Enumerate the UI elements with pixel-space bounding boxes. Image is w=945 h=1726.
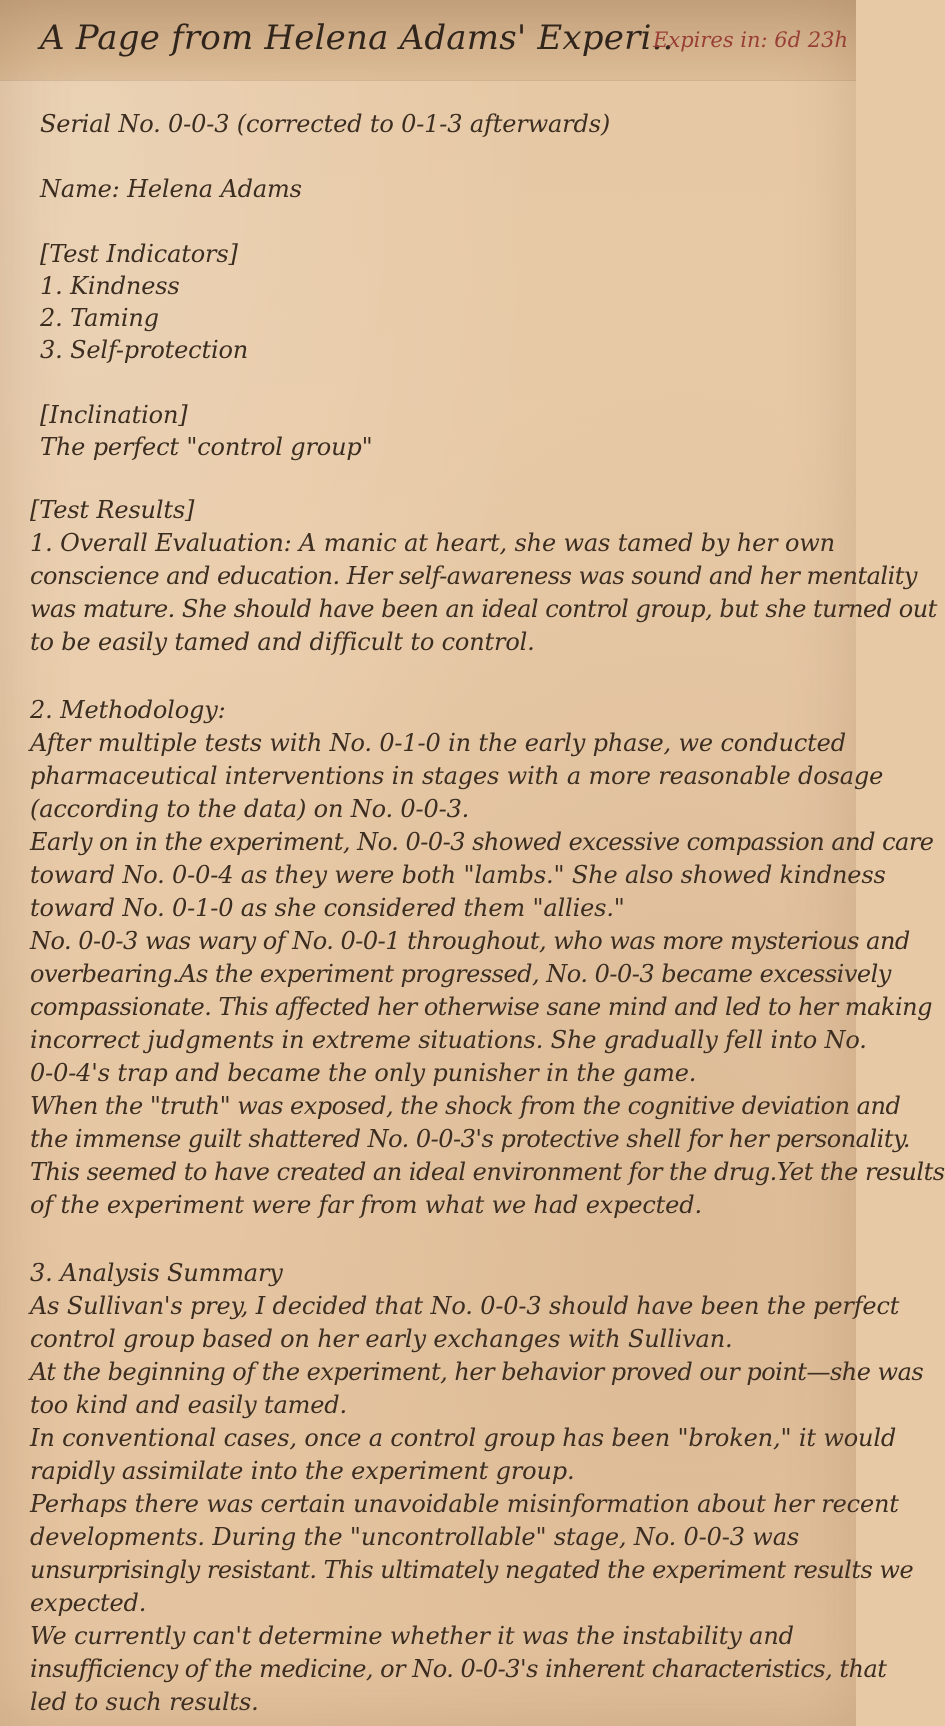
inclination-heading: [Inclination] (40, 401, 188, 429)
paragraph-line: led to such results. (30, 1688, 259, 1716)
paragraph-line: compassionate. This affected her otherwise sane mind and led to her making (30, 993, 932, 1021)
paragraph-line: conscience and education. Her self-awareness was sound and her mentality (30, 562, 917, 590)
paragraph-line: to be easily tamed and difficult to control. (30, 628, 535, 656)
paragraph-line: control group based on her early exchanges with Sullivan. (30, 1325, 733, 1353)
paragraph-line: toward No. 0-1-0 as she considered them "allies." (30, 894, 625, 922)
paragraph-line: too kind and easily tamed. (30, 1391, 347, 1419)
paragraph-line: toward No. 0-0-4 as they were both "lambs." She also showed kindness (30, 861, 886, 889)
paragraph-line: Early on in the experiment, No. 0-0-3 showed excessive compassion and care (30, 828, 934, 856)
paragraph-line: insufficiency of the medicine, or No. 0-0-3's inherent characteristics, that (30, 1655, 887, 1683)
page-header (0, 0, 856, 80)
paragraph-line: This seemed to have created an ideal environment for the drug.Yet the results (30, 1158, 945, 1186)
paragraph-line: In conventional cases, once a control group has been "broken," it would (30, 1424, 897, 1452)
inclination-value: The perfect "control group" (40, 433, 373, 461)
indicator-line: 3. Self-protection (40, 336, 249, 364)
test-indicators-heading: [Test Indicators] (40, 240, 238, 268)
paragraph-line: No. 0-0-3 was wary of No. 0-0-1 throughout, who was more mysterious and (30, 927, 910, 955)
indicator-line: 2. Taming (40, 304, 159, 332)
paragraph-line: overbearing.As the experiment progressed, No. 0-0-3 became excessively (30, 960, 891, 988)
paragraph-line: incorrect judgments in extreme situations. She gradually fell into No. (30, 1026, 867, 1054)
paragraph-line: (according to the data) on No. 0-0-3. (30, 795, 470, 823)
paragraph-line: 1. Overall Evaluation: A manic at heart, she was tamed by her own (30, 529, 835, 557)
expiry-status: Expires in: 6d 23h (653, 28, 848, 52)
page-title: A Page from Helena Adams' Experi.. (40, 18, 674, 58)
name-line: Name: Helena Adams (40, 175, 302, 203)
section-heading: 3. Analysis Summary (30, 1259, 283, 1287)
paragraph-line: Perhaps there was certain unavoidable misinformation about her recent (30, 1490, 899, 1518)
paragraph-line: rapidly assimilate into the experiment group. (30, 1457, 575, 1485)
paragraph-line: developments. During the "uncontrollable" stage, No. 0-0-3 was (30, 1523, 800, 1551)
paragraph-line: the immense guilt shattered No. 0-0-3's protective shell for her personality. (30, 1125, 910, 1153)
section-heading: 2. Methodology: (30, 696, 226, 724)
paragraph-line: of the experiment were far from what we had expected. (30, 1191, 702, 1219)
serial-number-line: Serial No. 0-0-3 (corrected to 0-1-3 afterwards) (40, 110, 611, 138)
paragraph-line: expected. (30, 1589, 147, 1617)
indicator-line: 1. Kindness (40, 272, 180, 300)
paragraph-line: We currently can't determine whether it was the instability and (30, 1622, 794, 1650)
paragraph-line: At the beginning of the experiment, her behavior proved our point—she was (30, 1358, 924, 1386)
paragraph-line: 0-0-4's trap and became the only punisher in the game. (30, 1059, 697, 1087)
paragraph-line: As Sullivan's prey, I decided that No. 0-0-3 should have been the perfect (30, 1292, 900, 1320)
paragraph-line: When the "truth" was exposed, the shock from the cognitive deviation and (30, 1092, 901, 1120)
document-content (0, 80, 945, 1726)
test-results-heading: [Test Results] (30, 496, 195, 524)
paragraph-line: was mature. She should have been an ideal control group, but she turned out (30, 595, 937, 623)
paragraph-line: unsurprisingly resistant. This ultimately negated the experiment results we (30, 1556, 914, 1584)
paragraph-line: After multiple tests with No. 0-1-0 in the early phase, we conducted (30, 729, 846, 757)
paragraph-line: pharmaceutical interventions in stages with a more reasonable dosage (30, 762, 884, 790)
